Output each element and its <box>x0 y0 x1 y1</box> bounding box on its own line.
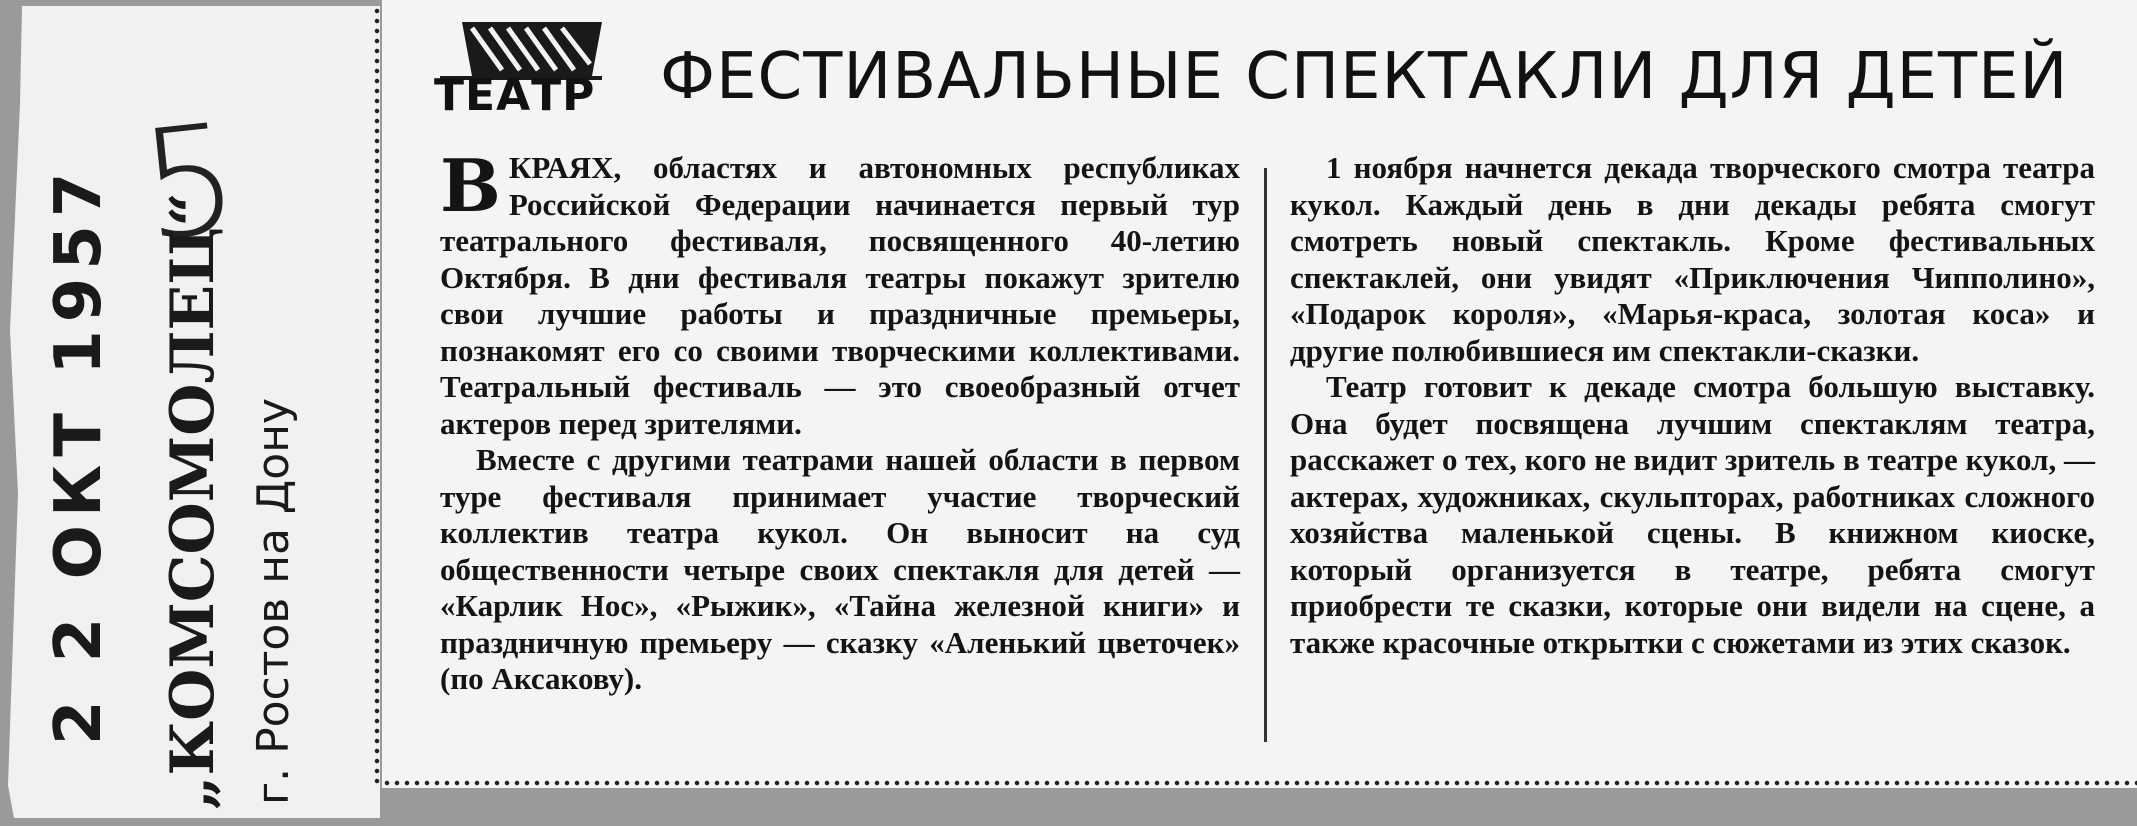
newspaper-stamp: „КОМСОМОЛЕЦ“ <box>158 192 228 810</box>
perforation-vertical <box>372 6 382 788</box>
column-divider <box>1264 168 1267 742</box>
article-column-1 <box>440 143 1240 698</box>
drop-cap: В <box>440 143 501 228</box>
article-column-2 <box>1290 150 2095 661</box>
perforation-bottom <box>382 778 2137 788</box>
date-stamp: 2 2 ОКТ 1957 <box>42 164 116 745</box>
section-logo-text: ТЕАТР <box>434 70 596 121</box>
city-stamp: г. Ростов на Дону <box>248 397 299 805</box>
paragraph: 1 ноября начнется декада творческого смотра театра кукол. Каждый день в дни декады ребята смогут смотреть новый спектакль. Кроме фестивальных спектаклей, они увидят «Приключения Чипполино», «Подарок короля», «Марья-краса, золотая коса» и другие полюбившиеся им спектакли-сказки. <box>1290 150 2095 368</box>
handwritten-number: 5 <box>133 91 247 275</box>
headline: ФЕСТИВАЛЬНЫЕ СПЕКТАКЛИ ДЛЯ ДЕТЕЙ <box>660 40 2069 114</box>
paragraph-text: КРАЯХ, областях и автономных республиках Российской Федерации начинается первый тур театрального фестиваля, посвященного 40-летию Октября. В дни фестиваля театры покажут зрителю свои лучшие работы и праздничные премьеры, познакомят его со своими творческими коллективами. Театральный фестиваль — это своеобразный отчет актеров перед зрителями. <box>440 150 1240 441</box>
paragraph: Театр готовит к декаде смотра большую выставку. Она будет посвящена лучшим спектаклям театра, расскажет о тех, кого не видит зритель в театре кукол, — актерах, художниках, скульпторах, работниках сложного хозяйства маленькой сцены. В книжном киоске, который организуется в театре, ребята смогут приобрести те сказки, которые они видели на сцене, а также красочные открытки с сюжетами из этих сказок. <box>1290 369 2095 660</box>
paragraph <box>440 143 1240 442</box>
paragraph: Вместе с другими театрами нашей области в первом туре фестиваля принимает участие творческий коллектив театра кукол. Он выносит на суд общественности четыре своих спектакля для детей — «Карлик Нос», «Рыжик», «Тайна железной книги» и праздничную премьеру — сказку «Аленький цветочек» (по Аксакову). <box>440 442 1240 696</box>
